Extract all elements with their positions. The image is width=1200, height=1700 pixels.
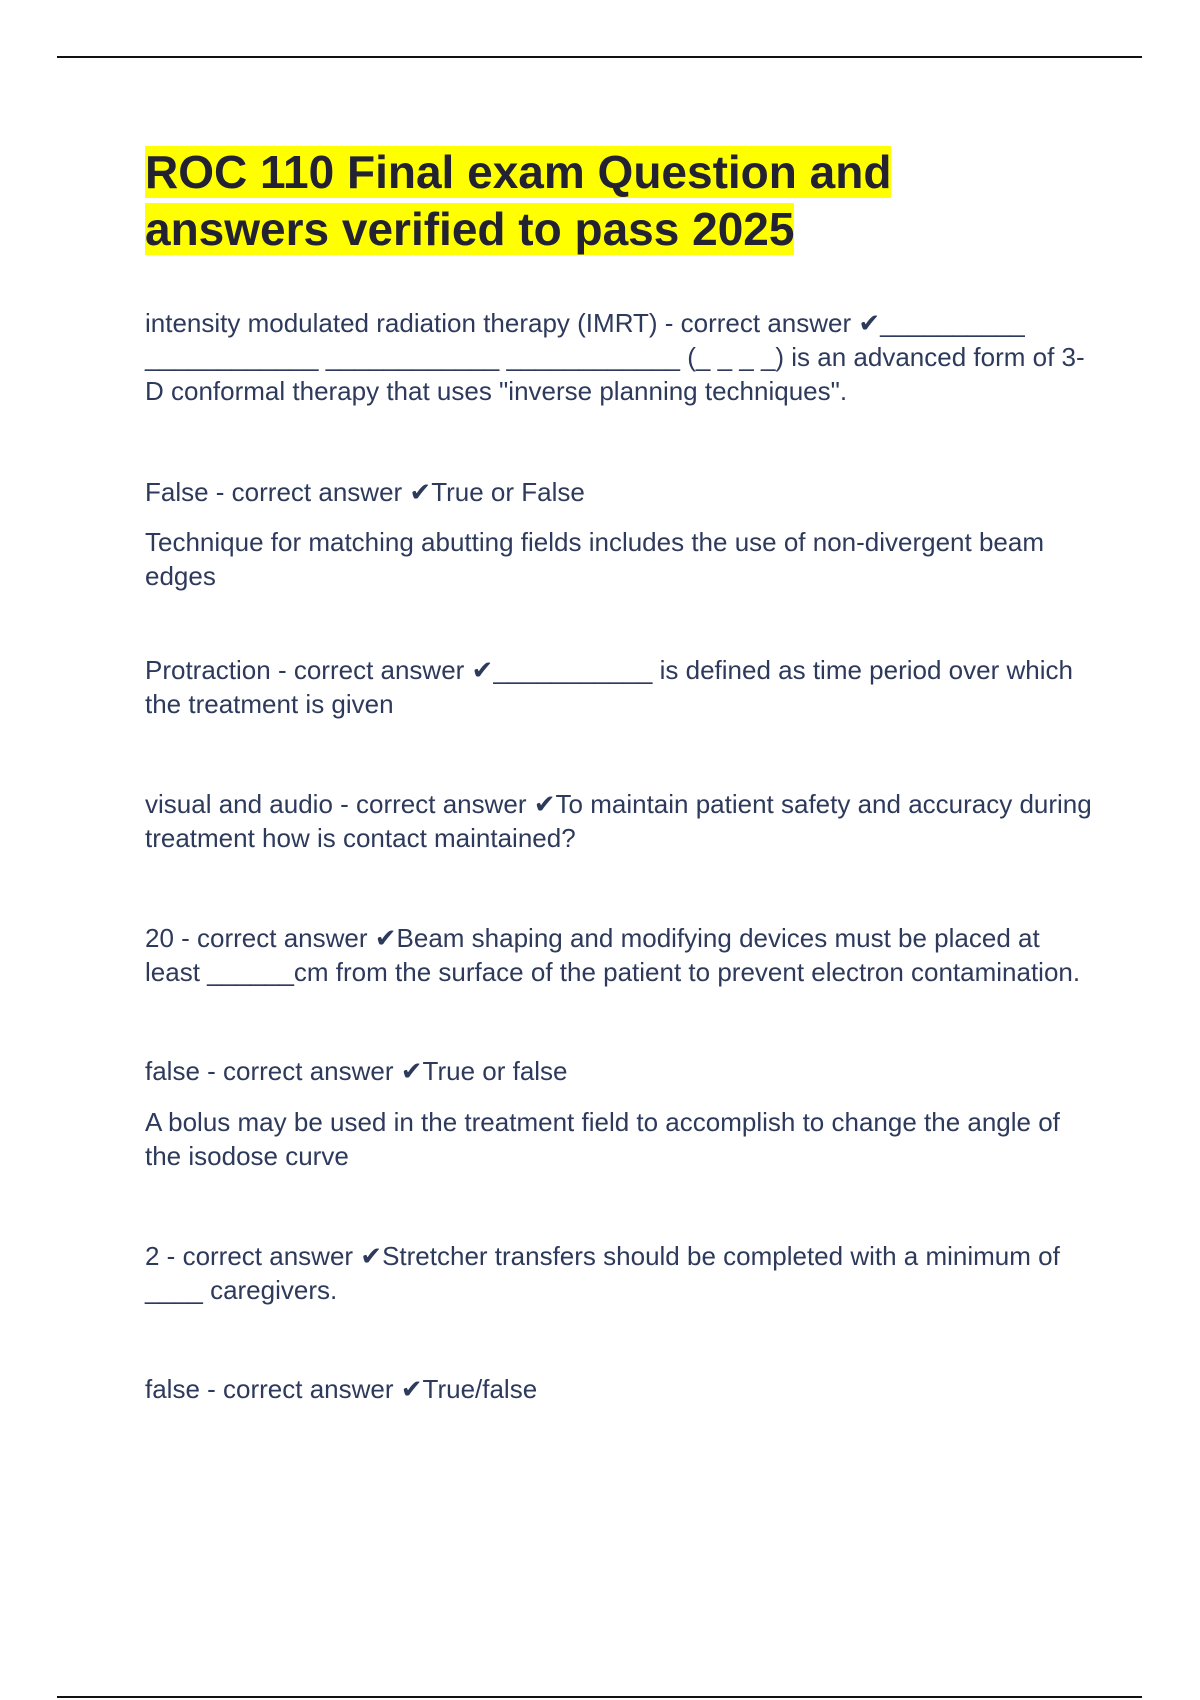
document-title-line1: ROC 110 Final exam Question and [145, 146, 892, 198]
qa-answer-false-1: False - correct answer ✔True or False [145, 477, 585, 507]
qa-question-bolus: A bolus may be used in the treatment field to accomplish to change the angle of the isodose curve [145, 1107, 1060, 1171]
top-rule [57, 56, 1142, 58]
qa-question-abutting-fields: Technique for matching abutting fields includes the use of non-divergent beam edges [145, 527, 1045, 591]
qa-answer-protraction: Protraction - correct answer ✔___________ is defined as time period over which the treatment is given [145, 655, 1073, 719]
qa-answer-false-3: false - correct answer ✔True/false [145, 1374, 538, 1404]
document-title [145, 144, 1095, 258]
qa-answer-imrt: intensity modulated radiation therapy (IMRT) - correct answer ✔__________ ____________ ____________ ____________ (_ _ _ _) is an advanced form of 3-D conformal therapy that uses "inverse planning techniques". [145, 308, 1085, 406]
qa-answer-stretcher: 2 - correct answer ✔Stretcher transfers should be completed with a minimum of ____ caregivers. [145, 1241, 1060, 1305]
bottom-rule [57, 1696, 1142, 1698]
qa-answer-20cm: 20 - correct answer ✔Beam shaping and modifying devices must be placed at least ______cm from the surface of the patient to prevent electron contamination. [145, 923, 1081, 987]
document-title-line2: answers verified to pass 2025 [145, 203, 795, 255]
qa-list [145, 306, 1095, 1406]
document-body [145, 144, 1095, 1406]
qa-answer-false-2: false - correct answer ✔True or false [145, 1056, 568, 1086]
qa-answer-visual-audio: visual and audio - correct answer ✔To maintain patient safety and accuracy during treatment how is contact maintained? [145, 789, 1092, 853]
